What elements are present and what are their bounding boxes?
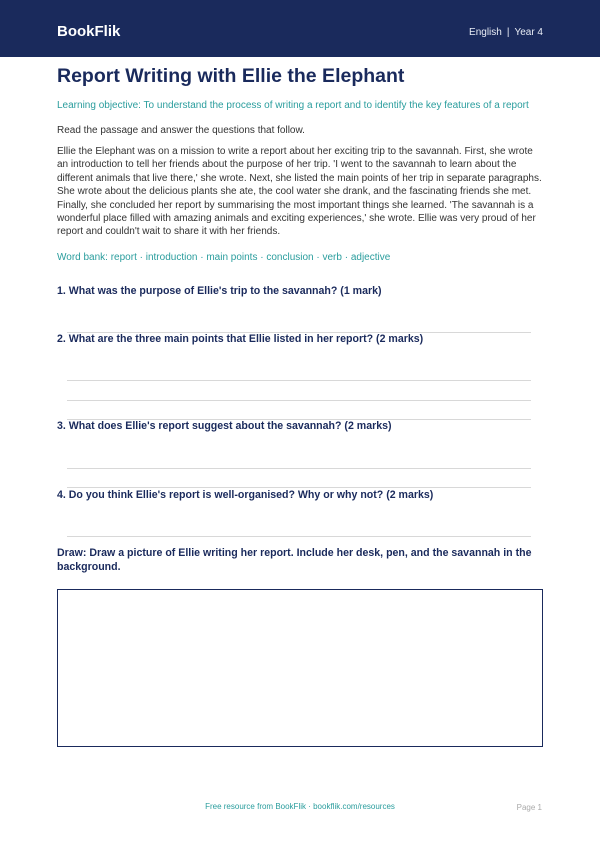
subject-year-label — [469, 27, 543, 38]
draw-prompt: Draw: Draw a picture of Ellie writing her report. Include her desk, pen, and the savannah in the background. — [57, 547, 532, 573]
question-2: 2. What are the three main points that Ellie listed in her report? (2 marks) — [57, 333, 424, 345]
answer-line[interactable] — [67, 468, 531, 469]
answer-line[interactable] — [67, 400, 531, 401]
page-number: Page 1 — [516, 803, 542, 812]
answer-line[interactable] — [67, 536, 531, 537]
subject-label: English — [469, 27, 502, 38]
reading-instruction: Read the passage and answer the questions that follow. — [57, 125, 305, 136]
answer-line[interactable] — [67, 380, 531, 381]
worksheet-title: Report Writing with Ellie the Elephant — [57, 65, 405, 87]
reading-passage: Ellie the Elephant was on a mission to write a report about her exciting trip to the savannah. First, she wrote an introduction to tell her friends about the purpose of her trip. 'I went to the savannah to learn about the different animals that live there,' she wrote. Next, she listed the main points of her trip in separate paragraphs. She wrote about the delicious plants she ate, the cool water she drank, and the fascinating friends she met. Finally, she concluded her report by summarising the most important things she learned. 'The savannah is a wonderful place filled with amazing animals and exciting experiences,' she wrote. Ellie was very proud of her report and couldn't wait to share it with her friends. — [57, 146, 542, 238]
learning-objective: Learning objective: To understand the process of writing a report and to identify the key features of a report — [57, 100, 529, 111]
drawing-box[interactable] — [57, 589, 543, 747]
footer-credit: Free resource from BookFlik · bookflik.com/resources — [205, 802, 395, 811]
word-bank: Word bank: report · introduction · main points · conclusion · verb · adjective — [57, 252, 391, 263]
meta-separator: | — [506, 27, 510, 38]
question-4: 4. Do you think Ellie's report is well-organised? Why or why not? (2 marks) — [57, 489, 434, 501]
brand-logo-text: BookFlik — [57, 23, 121, 40]
question-3: 3. What does Ellie's report suggest about the savannah? (2 marks) — [57, 420, 392, 432]
year-label: Year 4 — [514, 27, 543, 38]
page-header — [0, 0, 600, 57]
question-1: 1. What was the purpose of Ellie's trip to the savannah? (1 mark) — [57, 285, 382, 297]
